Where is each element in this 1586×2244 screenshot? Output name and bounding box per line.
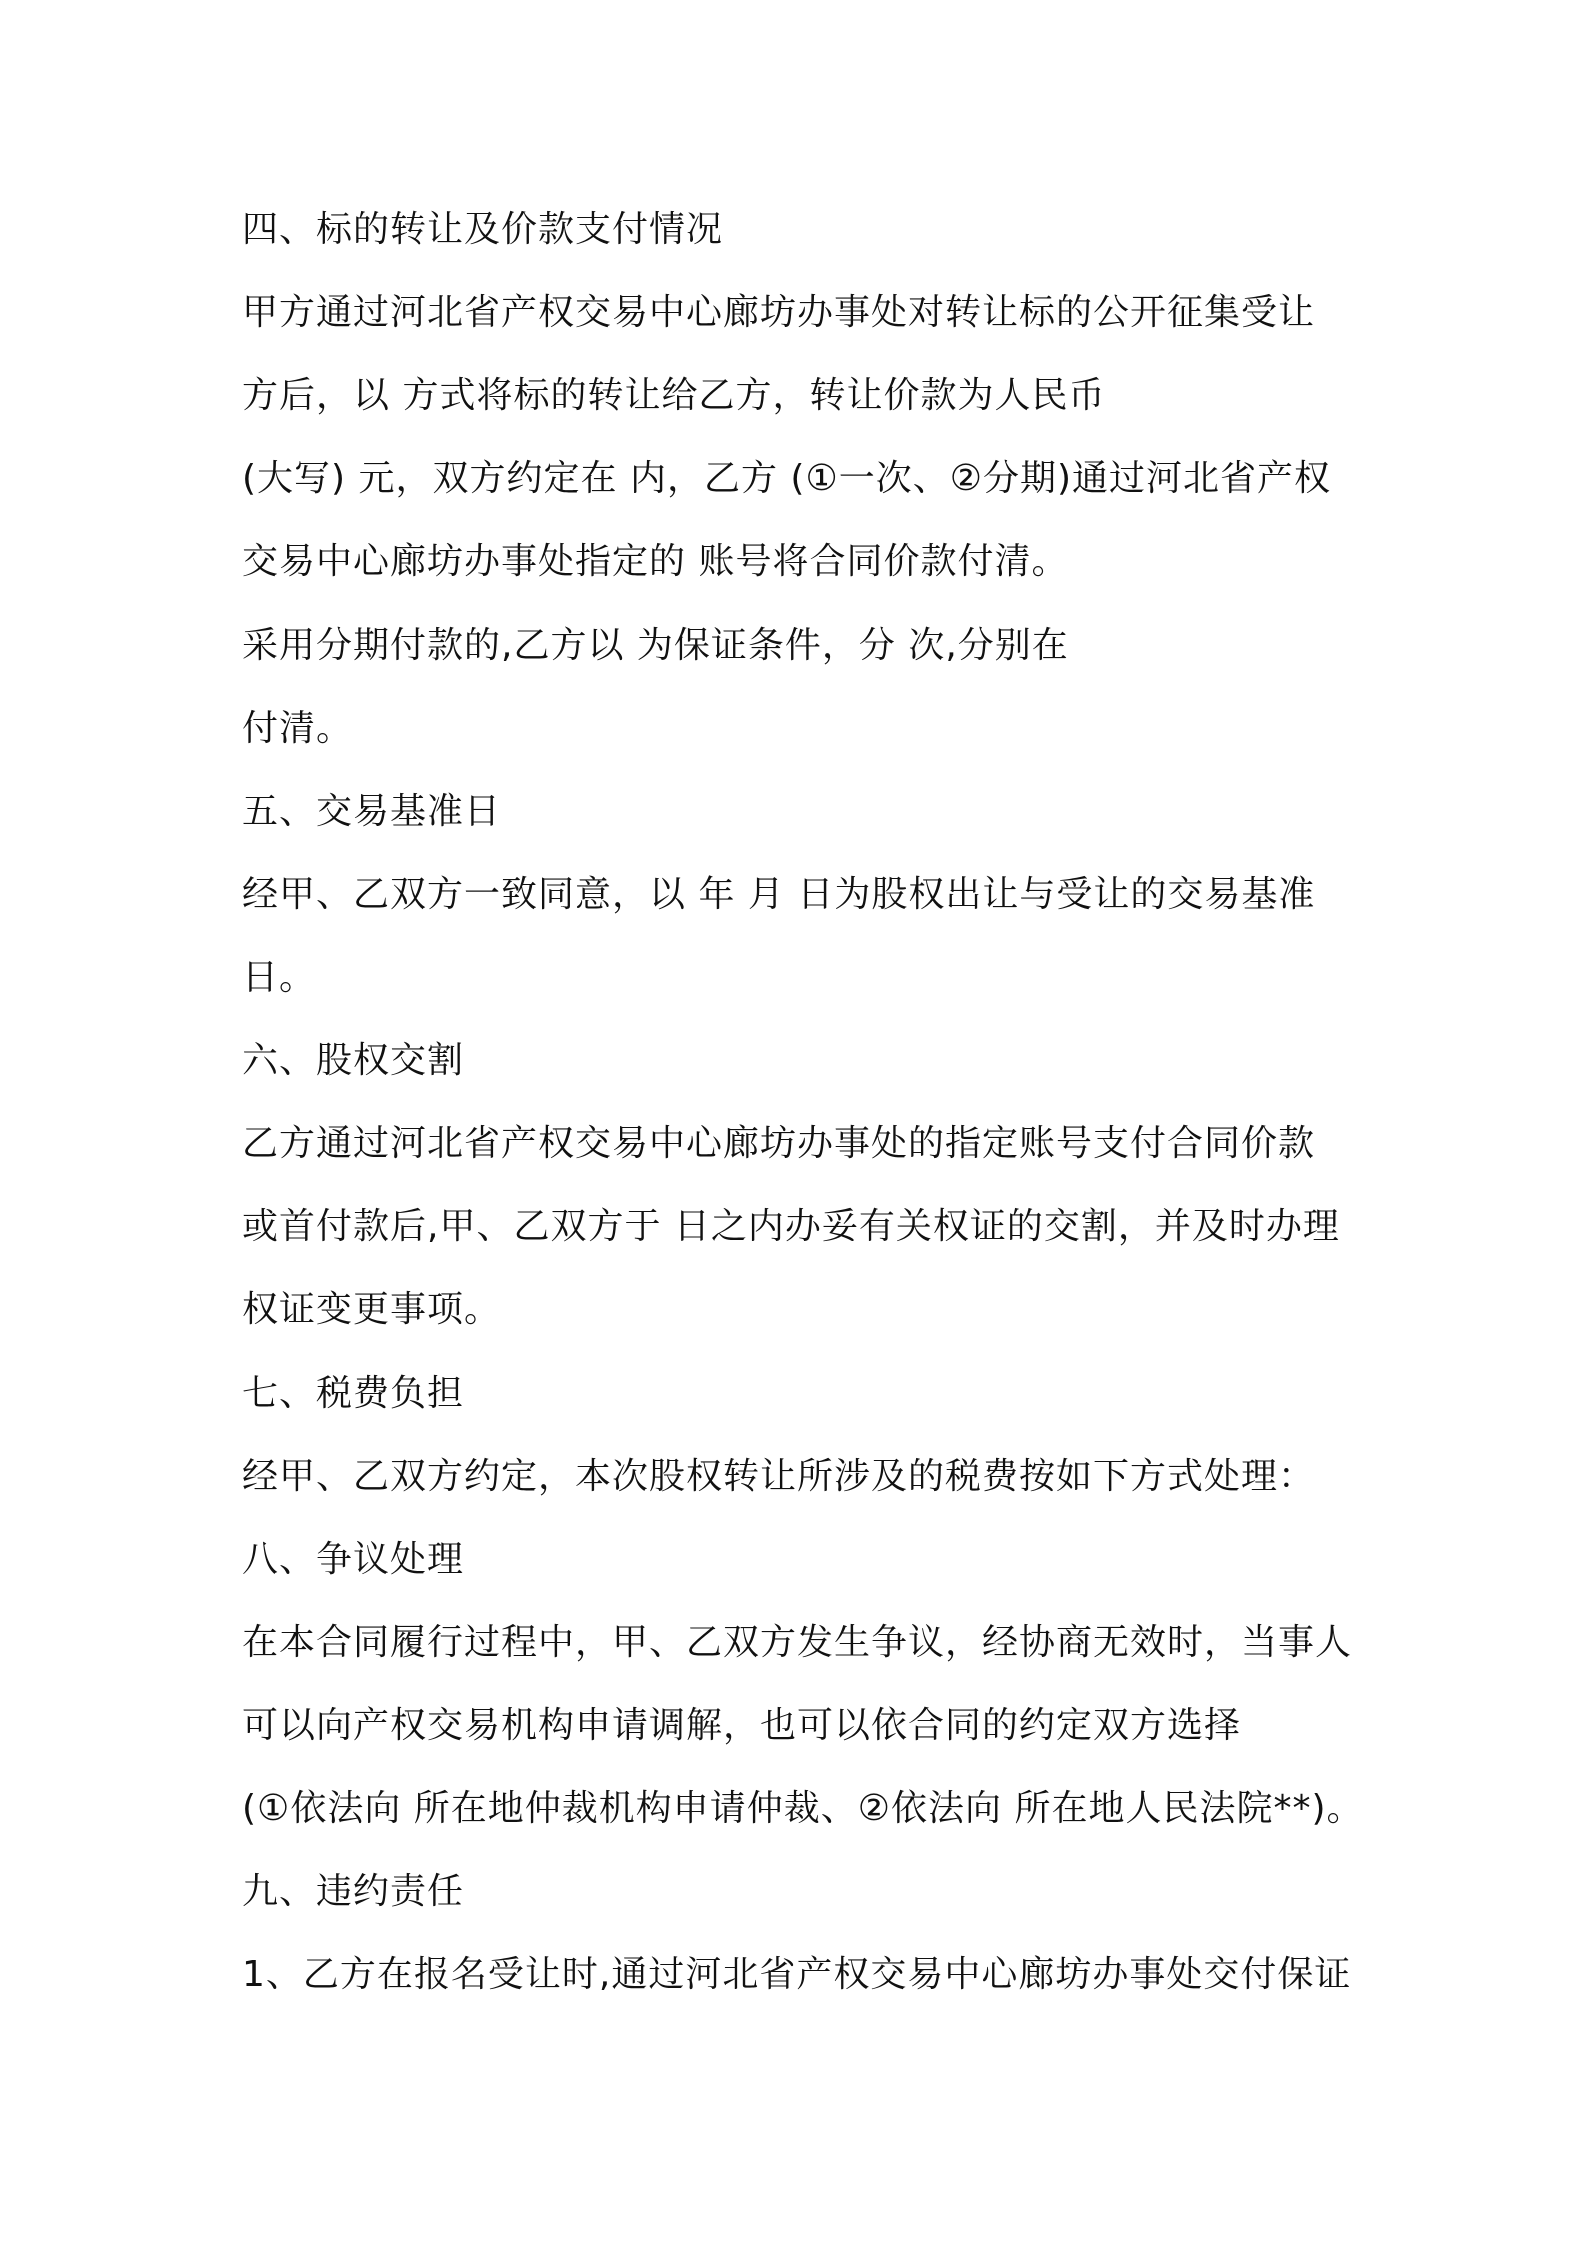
paragraph-line: 甲方通过河北省产权交易中心廊坊办事处对转让标的公开征集受让 [242,292,1316,333]
paragraph-line: 采用分期付款的,乙方以 为保证条件，分 次,分别在 [242,625,1069,666]
paragraph-line: 或首付款后,甲、乙双方于 日之内办妥有关权证的交割，并及时办理 [242,1206,1340,1247]
section-heading-5: 五、交易基准日 [242,791,502,832]
paragraph-line: 乙方通过河北省产权交易中心廊坊办事处的指定账号支付合同价款 [242,1123,1316,1164]
section-heading-6: 六、股权交割 [242,1040,465,1081]
paragraph-line: 权证变更事项。 [242,1289,502,1330]
paragraph-line: 可以向产权交易机构申请调解，也可以依合同的约定双方选择 [242,1705,1242,1746]
section-heading-4: 四、标的转让及价款支付情况 [242,209,724,250]
paragraph-line: 日。 [242,957,317,998]
paragraph-line: 交易中心廊坊办事处指定的 账号将合同价款付清。 [242,541,1069,582]
paragraph-line: 付清。 [242,708,354,749]
paragraph-line: 经甲、乙双方约定，本次股权转让所涉及的税费按如下方式处理： [242,1456,1316,1497]
paragraph-line: (大写) 元，双方约定在 内，乙方 (①一次、②分期)通过河北省产权 [242,458,1332,499]
paragraph-line: (①依法向 所在地仲裁机构申请仲裁、②依法向 所在地人民法院**)。 [242,1788,1364,1829]
paragraph-line: 在本合同履行过程中，甲、乙双方发生争议，经协商无效时，当事人 [242,1622,1353,1663]
paragraph-line: 方后，以 方式将标的转让给乙方，转让价款为人民币 [242,375,1106,416]
paragraph-line: 经甲、乙双方一致同意，以 年 月 日为股权出让与受让的交易基准 [242,874,1316,915]
section-heading-7: 七、税费负担 [242,1373,465,1414]
paragraph-line: 1、乙方在报名受让时,通过河北省产权交易中心廊坊办事处交付保证 [242,1954,1352,1995]
section-heading-9: 九、违约责任 [242,1871,465,1912]
section-heading-8: 八、争议处理 [242,1539,465,1580]
